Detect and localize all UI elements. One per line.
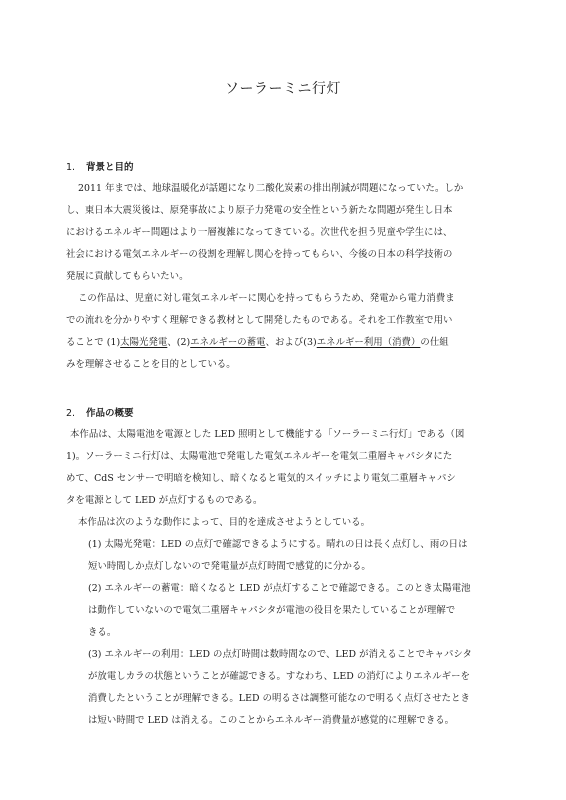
- paragraph-line: 社会における電気エネルギーの役割を理解し関心を持ってもらい、今後の日本の科学技術の: [66, 249, 453, 260]
- underlined-term-solar-power: 太陽光発電: [120, 337, 168, 348]
- list-item-line: が放電しカラの状態ということが確認できる。すなわち、LED の消灯によりエネルギーを: [88, 671, 470, 682]
- section-1-title: 背景と目的: [86, 162, 134, 173]
- text-segment: 、(2): [167, 337, 191, 348]
- text-segment: 、および(3): [265, 337, 317, 348]
- list-item-line: は短い時間で LED は消える。このことからエネルギー消費量が感覚的に理解できる。: [88, 715, 455, 726]
- paragraph-line: での流れを分かりやすく理解できる教材として開発したものである。それを工作教室で用い: [66, 315, 453, 326]
- text-segment: ることで (1): [66, 337, 121, 348]
- section-2-title: 作品の概要: [86, 408, 134, 419]
- text-segment: の仕組: [420, 337, 449, 348]
- list-item-line: は動作していないので電気二重層キャパシタが電池の役目を果たしていることが理解で: [88, 605, 456, 616]
- paragraph-line: 本作品は、太陽電池を電源とした LED 照明として機能する「ソーラーミニ行灯」である（図: [70, 429, 465, 440]
- list-item-line: 消費したということが理解できる。LED の明るさは調整可能なので明るく点灯させたとき: [88, 693, 470, 704]
- section-1-heading: [66, 159, 134, 173]
- underlined-term-energy-storage: エネルギーの蓄電: [190, 337, 266, 348]
- paragraph-line: 2011 年までは、地球温暖化が話題になり二酸化炭素の排出削減が問題になっていた。しか: [78, 183, 464, 194]
- paragraph-line: めて、CdS センサーで明暗を検知し、暗くなると電気的スイッチにより電気二重層キャパシ: [66, 473, 456, 484]
- paragraph-line: におけるエネルギー問題はより一層複雑になってきている。次世代を担う児童や学生には、: [66, 227, 453, 238]
- paragraph-line: みを理解させることを目的としている。: [66, 359, 236, 370]
- list-item-line: (2) エネルギーの蓄電：暗くなると LED が点灯することで確認できる。このとき太陽電池: [88, 583, 471, 594]
- paragraph-line: 発展に貢献してもらいたい。: [66, 271, 189, 282]
- paragraph-line: し、東日本大震災後は、原発事故により原子力発電の安全性という新たな問題が発生し日本: [66, 205, 453, 216]
- list-item-line: 短い時間しか点灯しないので発電量が点灯時間で感覚的に分かる。: [88, 561, 371, 572]
- paragraph-line: 本作品は次のような動作によって、目的を達成させようとしている。: [78, 517, 370, 528]
- section-1-number: 1.: [66, 162, 76, 173]
- paragraph-line: 1)。ソーラーミニ行灯は、太陽電池で発電した電気エネルギーを電気二重層キャパシタにた: [66, 451, 453, 462]
- paragraph-line: この作品は、児童に対し電気エネルギーに関心を持ってもらうため、発電から電力消費ま: [78, 293, 455, 304]
- list-item-line: きる。: [88, 627, 117, 638]
- paragraph-line-underlined-terms: [66, 334, 449, 348]
- document-title: ソーラーミニ行灯: [225, 81, 341, 97]
- paragraph-line: タを電源として LED が点灯するものである。: [66, 495, 263, 506]
- list-item-line: (3) エネルギーの利用：LED の点灯時間は数時間なので、LED が消えることでキャパシタ: [88, 649, 472, 660]
- underlined-term-energy-use: エネルギー利用（消費）: [316, 337, 421, 348]
- section-2-number: 2.: [66, 408, 76, 419]
- section-2-heading: [66, 405, 134, 419]
- list-item-line: (1) 太陽光発電：LED の点灯で確認できるようにする。晴れの日は長く点灯し、雨の日は: [88, 539, 468, 550]
